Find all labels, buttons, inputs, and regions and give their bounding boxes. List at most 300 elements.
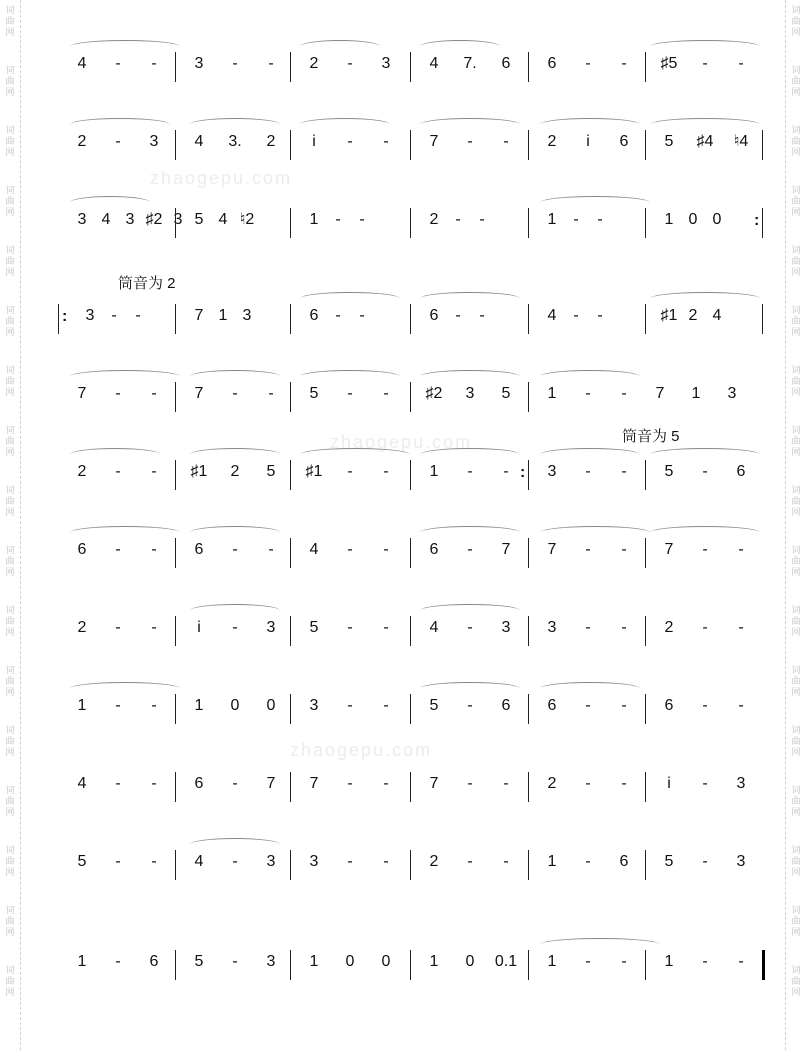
score-note: - <box>621 775 627 792</box>
bar-line <box>410 616 411 646</box>
score-note: - <box>621 697 627 714</box>
score-note: - <box>503 853 509 870</box>
score-note: 1 <box>194 697 204 714</box>
side-watermark-label: 词 曲 网 <box>791 425 801 457</box>
score-note: - <box>383 463 389 480</box>
score-note: - <box>359 211 365 228</box>
score-note: - <box>585 463 591 480</box>
side-watermark-label: 词 曲 网 <box>5 725 15 757</box>
score-note: 6 <box>309 307 319 324</box>
score-note: - <box>347 541 353 558</box>
score-note: 5 <box>501 385 511 402</box>
score-note: - <box>115 463 121 480</box>
score-note: 1 <box>309 211 319 228</box>
side-watermark-label: 词 曲 网 <box>5 785 15 817</box>
score-note: - <box>503 463 509 480</box>
bar-line <box>528 772 529 802</box>
repeat-sign: : <box>520 464 526 481</box>
score-note: 4 <box>547 307 557 324</box>
slur-mark <box>650 118 760 131</box>
score-note: - <box>621 55 627 72</box>
score-note: - <box>383 775 389 792</box>
bar-line <box>528 382 529 412</box>
bar-line <box>410 382 411 412</box>
score-system <box>0 442 806 502</box>
slur-mark <box>540 118 640 131</box>
score-note: 4 <box>101 211 111 228</box>
bar-line <box>290 616 291 646</box>
score-note: 4 <box>429 55 439 72</box>
score-note: 3 <box>727 385 737 402</box>
score-note: 5 <box>429 697 439 714</box>
score-note: 3 <box>194 55 204 72</box>
repeat-sign: : <box>754 212 760 229</box>
slur-mark <box>300 448 410 461</box>
score-note: 3 <box>242 307 252 324</box>
score-note: ♯1 <box>660 307 678 324</box>
score-note: - <box>702 541 708 558</box>
bar-line <box>528 850 529 880</box>
bar-line <box>645 850 646 880</box>
slur-mark <box>70 196 150 209</box>
side-watermark-label: 词 曲 网 <box>791 725 801 757</box>
score-note: - <box>702 953 708 970</box>
score-note: 2 <box>266 133 276 150</box>
score-note: ♯1 <box>190 463 208 480</box>
bar-line <box>528 616 529 646</box>
bar-line <box>762 304 763 334</box>
score-note: 7 <box>429 133 439 150</box>
score-note: 2 <box>547 133 557 150</box>
side-watermark-label: 词 曲 网 <box>5 365 15 397</box>
score-note: - <box>347 55 353 72</box>
bar-line <box>528 694 529 724</box>
score-note: 3 <box>465 385 475 402</box>
side-watermark-label: 词 曲 网 <box>5 185 15 217</box>
score-note: - <box>738 953 744 970</box>
slur-mark <box>540 682 640 695</box>
side-watermark-label: 词 曲 网 <box>791 905 801 937</box>
score-note: - <box>151 541 157 558</box>
score-note: - <box>111 307 117 324</box>
bar-line <box>528 460 529 490</box>
score-note: 5 <box>309 619 319 636</box>
score-note: 7 <box>309 775 319 792</box>
watermark-text: zhaogepu.com <box>290 740 433 760</box>
score-note: - <box>151 463 157 480</box>
score-note: 1 <box>691 385 701 402</box>
bar-line <box>175 950 176 980</box>
bar-line <box>410 52 411 82</box>
score-note: - <box>467 463 473 480</box>
slur-mark <box>650 40 760 53</box>
score-note: 3 <box>547 463 557 480</box>
bar-line <box>290 694 291 724</box>
score-note: - <box>335 307 341 324</box>
bar-line <box>58 304 59 334</box>
bar-line <box>175 130 176 160</box>
score-note: 7. <box>463 55 477 72</box>
score-note: - <box>115 853 121 870</box>
slur-mark <box>540 938 660 951</box>
score-note: - <box>115 385 121 402</box>
score-note: - <box>347 385 353 402</box>
score-note: - <box>232 953 238 970</box>
bar-line <box>645 950 646 980</box>
slur-mark <box>540 196 650 209</box>
score-note: 0.1 <box>494 953 518 970</box>
slur-mark <box>420 292 520 305</box>
slur-mark <box>70 448 160 461</box>
score-note: - <box>151 697 157 714</box>
bar-line <box>175 208 176 238</box>
bar-line <box>175 772 176 802</box>
bar-line <box>528 208 529 238</box>
side-watermark-label: 词 曲 网 <box>791 785 801 817</box>
bar-line <box>528 52 529 82</box>
score-note: - <box>738 619 744 636</box>
score-note: - <box>232 385 238 402</box>
score-note: - <box>232 775 238 792</box>
score-note: 6 <box>619 853 629 870</box>
score-note: - <box>702 853 708 870</box>
score-note: - <box>585 55 591 72</box>
bar-line <box>645 616 646 646</box>
score-note: - <box>151 853 157 870</box>
score-note: - <box>621 619 627 636</box>
side-watermark-label: 词 曲 网 <box>5 665 15 697</box>
score-note: 1 <box>547 211 557 228</box>
score-note: i <box>312 133 316 150</box>
score-note: - <box>503 775 509 792</box>
score-note: - <box>115 133 121 150</box>
score-note: 4 <box>309 541 319 558</box>
side-watermark-label: 词 曲 网 <box>791 485 801 517</box>
score-note: - <box>383 385 389 402</box>
bar-line <box>175 52 176 82</box>
score-note: - <box>232 541 238 558</box>
bar-line <box>410 950 411 980</box>
score-note: - <box>383 697 389 714</box>
score-note: - <box>702 775 708 792</box>
score-system <box>0 676 806 736</box>
side-watermark-label: 词 曲 网 <box>791 545 801 577</box>
score-note: 1 <box>547 853 557 870</box>
score-note: ♯2 <box>145 211 163 228</box>
bar-line <box>528 304 529 334</box>
score-note: - <box>347 133 353 150</box>
side-watermark-label: 词 曲 网 <box>5 845 15 877</box>
score-note: 7 <box>194 307 204 324</box>
bar-line <box>175 460 176 490</box>
score-note: ♯2 <box>425 385 443 402</box>
score-note: - <box>347 463 353 480</box>
side-watermark-label: 词 曲 网 <box>791 665 801 697</box>
score-note: 7 <box>266 775 276 792</box>
bar-line <box>290 460 291 490</box>
side-watermark-label: 词 曲 网 <box>5 425 15 457</box>
bar-line <box>290 130 291 160</box>
tuning-annotation: 筒音为 5 <box>622 428 680 445</box>
score-note: - <box>503 133 509 150</box>
score-note: - <box>115 697 121 714</box>
slur-mark <box>540 448 640 461</box>
score-note: 6 <box>619 133 629 150</box>
side-watermark-label: 词 曲 网 <box>791 5 801 37</box>
slur-mark <box>70 682 180 695</box>
score-note: 2 <box>77 133 87 150</box>
slur-mark <box>70 118 170 131</box>
bar-line <box>175 850 176 880</box>
slur-mark <box>300 118 390 131</box>
score-note: 1 <box>77 953 87 970</box>
side-watermark-label: 词 曲 网 <box>5 485 15 517</box>
score-note: 5 <box>664 853 674 870</box>
slur-mark <box>420 118 520 131</box>
bar-line <box>410 208 411 238</box>
slur-mark <box>190 604 280 617</box>
score-note: ♯5 <box>660 55 678 72</box>
score-note: 6 <box>501 55 511 72</box>
score-note: 7 <box>655 385 665 402</box>
score-note: - <box>232 619 238 636</box>
bar-line <box>290 850 291 880</box>
score-note: - <box>702 697 708 714</box>
score-note: 4 <box>77 775 87 792</box>
score-note: - <box>383 133 389 150</box>
score-note: - <box>738 55 744 72</box>
slur-mark <box>190 118 280 131</box>
slur-mark <box>70 40 180 53</box>
score-note: 3 <box>309 853 319 870</box>
score-note: - <box>702 463 708 480</box>
score-note: - <box>135 307 141 324</box>
score-note: - <box>383 853 389 870</box>
score-note: 3 <box>501 619 511 636</box>
score-system <box>0 34 806 94</box>
score-note: - <box>585 385 591 402</box>
bar-line <box>410 460 411 490</box>
score-note: - <box>585 953 591 970</box>
score-note: 3 <box>309 697 319 714</box>
side-watermark-label: 词 曲 网 <box>5 5 15 37</box>
side-watermark-label: 词 曲 网 <box>5 65 15 97</box>
score-note: 5 <box>664 133 674 150</box>
score-note: 6 <box>547 55 557 72</box>
score-system <box>0 598 806 658</box>
score-system <box>0 190 806 250</box>
score-note: 6 <box>547 697 557 714</box>
score-note: - <box>151 619 157 636</box>
score-note: 2 <box>547 775 557 792</box>
slur-mark <box>70 370 180 383</box>
score-system <box>0 832 806 892</box>
score-note: 3 <box>381 55 391 72</box>
score-note: - <box>151 385 157 402</box>
side-watermark-label: 词 曲 网 <box>791 245 801 277</box>
score-note: - <box>455 211 461 228</box>
score-note: - <box>115 775 121 792</box>
score-note: 6 <box>501 697 511 714</box>
side-watermark-label: 词 曲 网 <box>791 65 801 97</box>
side-watermark-label: 词 曲 网 <box>5 245 15 277</box>
bar-line <box>175 694 176 724</box>
score-note: 4 <box>429 619 439 636</box>
bar-line <box>410 694 411 724</box>
score-note: ♯1 <box>305 463 323 480</box>
score-note: 4 <box>218 211 228 228</box>
bar-line <box>645 772 646 802</box>
score-note: 2 <box>429 853 439 870</box>
score-note: 4 <box>194 133 204 150</box>
score-note: 3 <box>266 953 276 970</box>
score-note: - <box>467 619 473 636</box>
score-note: 5 <box>194 953 204 970</box>
watermark-text: zhaogepu.com <box>330 432 473 452</box>
score-note: 1 <box>547 385 557 402</box>
score-note: 5 <box>77 853 87 870</box>
score-note: - <box>383 541 389 558</box>
score-note: 3 <box>736 853 746 870</box>
bar-line <box>645 538 646 568</box>
score-note: 6 <box>429 307 439 324</box>
bar-line <box>645 52 646 82</box>
score-note: 0 <box>381 953 391 970</box>
score-note: 1 <box>77 697 87 714</box>
slur-mark <box>420 40 500 53</box>
score-note: ♯4 <box>696 133 714 150</box>
score-note: 6 <box>149 953 159 970</box>
slur-mark <box>190 838 280 851</box>
score-note: - <box>232 55 238 72</box>
side-watermark-label: 词 曲 网 <box>791 305 801 337</box>
score-note: - <box>347 775 353 792</box>
score-note: 1 <box>664 953 674 970</box>
score-note: - <box>467 775 473 792</box>
bar-line <box>410 538 411 568</box>
bar-line <box>762 950 765 980</box>
score-note: - <box>347 697 353 714</box>
score-note: 1 <box>547 953 557 970</box>
score-note: - <box>702 619 708 636</box>
side-watermark-label: 词 曲 网 <box>791 845 801 877</box>
bar-line <box>410 130 411 160</box>
score-note: - <box>597 211 603 228</box>
score-note: - <box>467 133 473 150</box>
score-note: 2 <box>688 307 698 324</box>
slur-mark <box>420 604 520 617</box>
score-note: 3 <box>736 775 746 792</box>
slur-mark <box>650 526 760 539</box>
score-note: - <box>585 541 591 558</box>
slur-mark <box>650 448 760 461</box>
score-note: - <box>359 307 365 324</box>
slur-mark <box>420 448 520 461</box>
slur-mark <box>420 526 520 539</box>
side-watermark-label: 词 曲 网 <box>5 965 15 997</box>
score-note: - <box>467 541 473 558</box>
score-note: - <box>467 697 473 714</box>
score-note: - <box>585 697 591 714</box>
bar-line <box>175 304 176 334</box>
score-system <box>0 364 806 424</box>
score-note: i <box>667 775 671 792</box>
score-note: 2 <box>429 211 439 228</box>
score-note: - <box>151 775 157 792</box>
score-note: - <box>115 619 121 636</box>
score-note: 0 <box>230 697 240 714</box>
score-note: ♮2 <box>239 211 255 228</box>
score-note: - <box>335 211 341 228</box>
score-note: 3 <box>173 211 183 228</box>
bar-line <box>290 52 291 82</box>
bar-line <box>175 382 176 412</box>
score-note: - <box>738 697 744 714</box>
score-note: - <box>383 619 389 636</box>
score-note: 6 <box>194 775 204 792</box>
score-note: - <box>738 541 744 558</box>
bar-line <box>645 694 646 724</box>
score-note: 4 <box>77 55 87 72</box>
score-note: - <box>268 55 274 72</box>
score-note: 7 <box>664 541 674 558</box>
score-note: - <box>621 953 627 970</box>
side-watermark-label: 词 曲 网 <box>791 965 801 997</box>
slur-mark <box>300 370 400 383</box>
side-watermark-label: 词 曲 网 <box>5 545 15 577</box>
bar-line <box>762 208 763 238</box>
score-note: 7 <box>194 385 204 402</box>
score-note: 4 <box>712 307 722 324</box>
tuning-annotation: 筒音为 2 <box>118 275 176 292</box>
score-note: 3 <box>85 307 95 324</box>
score-note: 6 <box>736 463 746 480</box>
score-note: - <box>115 541 121 558</box>
score-note: - <box>268 541 274 558</box>
side-watermark-label: 词 曲 网 <box>5 125 15 157</box>
score-note: 6 <box>664 697 674 714</box>
watermark-text: zhaogepu.com <box>150 168 293 188</box>
score-note: - <box>585 853 591 870</box>
score-note: 2 <box>77 463 87 480</box>
score-note: 2 <box>664 619 674 636</box>
score-note: i <box>586 133 590 150</box>
score-note: - <box>585 619 591 636</box>
score-note: 3 <box>266 853 276 870</box>
bar-line <box>528 130 529 160</box>
score-note: - <box>585 775 591 792</box>
side-watermark-label: 词 曲 网 <box>791 365 801 397</box>
score-note: 7 <box>77 385 87 402</box>
score-note: 3 <box>149 133 159 150</box>
bar-line <box>645 460 646 490</box>
score-note: 0 <box>688 211 698 228</box>
bar-line <box>762 130 763 160</box>
slur-mark <box>300 292 400 305</box>
bar-line <box>528 538 529 568</box>
score-note: 1 <box>429 953 439 970</box>
slur-mark <box>190 370 280 383</box>
bar-line <box>290 382 291 412</box>
score-note: 5 <box>194 211 204 228</box>
score-note: - <box>702 55 708 72</box>
score-note: - <box>621 463 627 480</box>
score-note: 3 <box>125 211 135 228</box>
slur-mark <box>420 682 520 695</box>
score-note: 0 <box>712 211 722 228</box>
score-note: 6 <box>429 541 439 558</box>
score-note: 6 <box>77 541 87 558</box>
